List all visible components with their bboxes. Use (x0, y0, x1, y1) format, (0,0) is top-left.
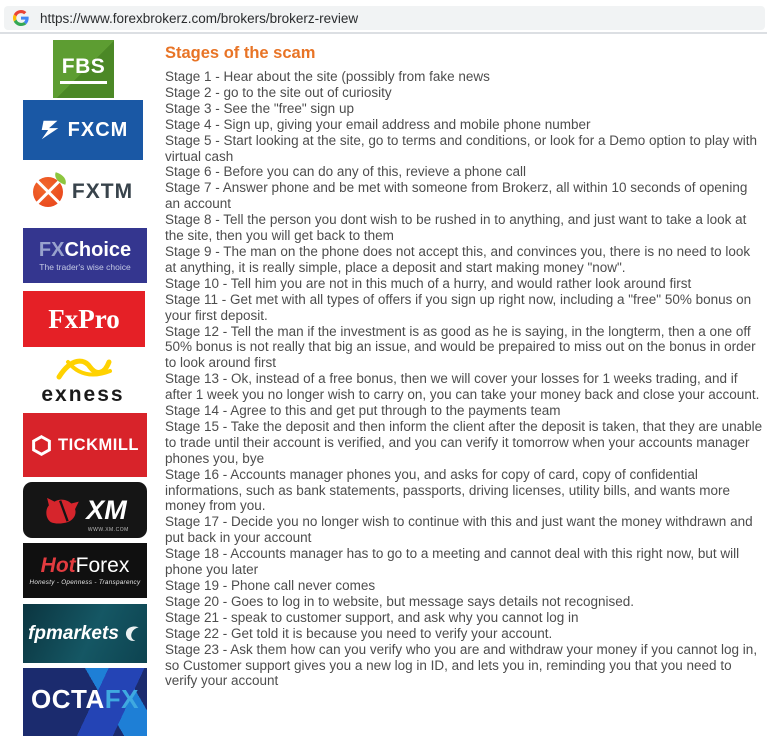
stage-line: Stage 18 - Accounts manager has to go to a meeting and cannot deal with this right now, but will phone you later (165, 546, 740, 578)
tickmill-hexagon-icon (31, 435, 52, 456)
fxcm-bolt-icon (38, 118, 62, 142)
stage-line: Stage 16 - Accounts manager phones you, and asks for copy of card, copy of confidential informations, such as bank statements, passports, driving licenses, utility bills, and wants more money from you. (165, 466, 731, 514)
stage-line: Stage 22 - Get told it is because you need to verify your account. (165, 625, 553, 641)
sidebar-logo-fpmarkets[interactable] (23, 604, 147, 663)
fbs-logo-text: FBS (60, 55, 108, 84)
sidebar-logo-fxchoice[interactable] (23, 228, 147, 283)
sidebar-logo-fxtm[interactable] (23, 172, 143, 212)
hotforex-tagline: Honesty - Openness - Transparency (29, 578, 141, 586)
sidebar-logo-fxpro[interactable] (23, 291, 145, 347)
sidebar-logo-hotforex[interactable] (23, 543, 147, 598)
fxtm-logo-text: FXTM (71, 180, 134, 203)
sidebar-logo-octafx[interactable] (23, 668, 147, 736)
stage-line: Stage 11 - Get met with all types of offers if you sign up right now, including a "free" 50% bonus on your first deposit. (165, 291, 752, 323)
fxpro-logo-text: FxPro (48, 303, 120, 334)
page-title: Stages of the scam (165, 44, 316, 62)
article-content (165, 44, 764, 689)
octafx-logo-text: OCTAFX (31, 684, 139, 714)
stage-line: Stage 12 - Tell the man if the investment is as good as he is saying, in the longterm, then a one off 50% bonus is not really that big an issue, and would be prepaired to miss out on the bonus in order to look around first (165, 323, 756, 371)
fxtm-sphere-icon (33, 177, 63, 207)
sidebar-logo-fbs[interactable] (53, 40, 114, 98)
stage-line: Stage 23 - Ask them how can you verify who you are and withdraw your money if you cannot log in, so Customer support gives you a new log in ID, and lets you in, reminding you that you need to verify your account (165, 641, 758, 689)
fpmarkets-swoosh-icon (122, 624, 142, 644)
stage-line: Stage 19 - Phone call never comes (165, 578, 376, 593)
sidebar-logo-xm[interactable] (23, 482, 147, 538)
xm-website-text: WWW.XM.COM (87, 526, 129, 533)
exness-logo-text: exness (41, 382, 125, 406)
fxchoice-tagline: The trader's wise choice (39, 261, 131, 272)
fpmarkets-logo-text: fpmarkets (28, 622, 119, 644)
stage-line: Stage 21 - speak to customer support, and ask why you cannot log in (165, 609, 579, 625)
stage-line: Stage 5 - Start looking at the site, go to terms and conditions, or look for a Demo option to play with virtual cash (165, 132, 758, 164)
fxtm-leaf-icon (53, 172, 68, 185)
stage-line: Stage 17 - Decide you no longer wish to continue with this and just want the money withdrawn and put back in your account (165, 514, 753, 546)
address-bar-divider (0, 32, 767, 34)
sidebar-logo-exness[interactable] (23, 352, 143, 410)
stage-line: Stage 4 - Sign up, giving your email address and mobile phone number (165, 116, 591, 132)
tickmill-logo-text: TICKMILL (58, 435, 139, 454)
browser-address-bar[interactable] (4, 6, 765, 30)
xm-bull-icon (43, 496, 81, 524)
sidebar-logo-tickmill[interactable] (23, 413, 147, 477)
stage-line: Stage 10 - Tell him you are not in this much of a hurry, and would rather look around first (165, 275, 692, 291)
fxcm-logo-text: FXCM (67, 118, 129, 141)
stage-line: Stage 6 - Before you can do any of this, revieve a phone call (165, 164, 526, 180)
stage-line: Stage 9 - The man on the phone does not accept this, and convinces you, there is no need to look at anything, it is really simple, place a deposit and start making money "now". (165, 243, 751, 275)
xm-logo-text: XM (86, 494, 127, 525)
stage-line: Stage 15 - Take the deposit and then inform the client after the deposit is taken, that they are unable to trade until their account is verified, and you can verify it tomorrow when your accounts manager phones you, bye (165, 418, 763, 466)
stage-line: Stage 1 - Hear about the site (possibly from fake news (165, 69, 490, 84)
fxchoice-logo-text: FXChoice (38, 238, 132, 261)
hotforex-logo-text: Hot Forex (40, 553, 130, 577)
stage-line: Stage 3 - See the "free" sign up (165, 100, 354, 116)
stage-line: Stage 7 - Answer phone and be met with someone from Brokerz, all within 10 seconds of opening an account (165, 180, 748, 212)
url-text[interactable]: https://www.forexbrokerz.com/brokers/brokerz-review (40, 10, 359, 26)
exness-swoosh-icon (53, 356, 113, 382)
stage-line: Stage 20 - Goes to log in to website, but message says details not recognised. (165, 593, 635, 609)
stage-line: Stage 13 - Ok, instead of a free bonus, then we will cover your losses for 1 weeks trading, and if after 1 week you no longer wish to carry on, you can take your money back and close your account. (165, 371, 760, 403)
stage-line: Stage 8 - Tell the person you dont wish to be rushed in to anything, and just want to take a look at the site, then you will get back to them (165, 212, 747, 244)
broker-logo-sidebar (23, 40, 147, 740)
sidebar-logo-fxcm[interactable] (23, 100, 143, 160)
stage-line: Stage 14 - Agree to this and get put through to the payments team (165, 403, 561, 419)
stage-line: Stage 2 - go to the site out of curiosity (165, 84, 392, 100)
google-icon (13, 10, 29, 26)
